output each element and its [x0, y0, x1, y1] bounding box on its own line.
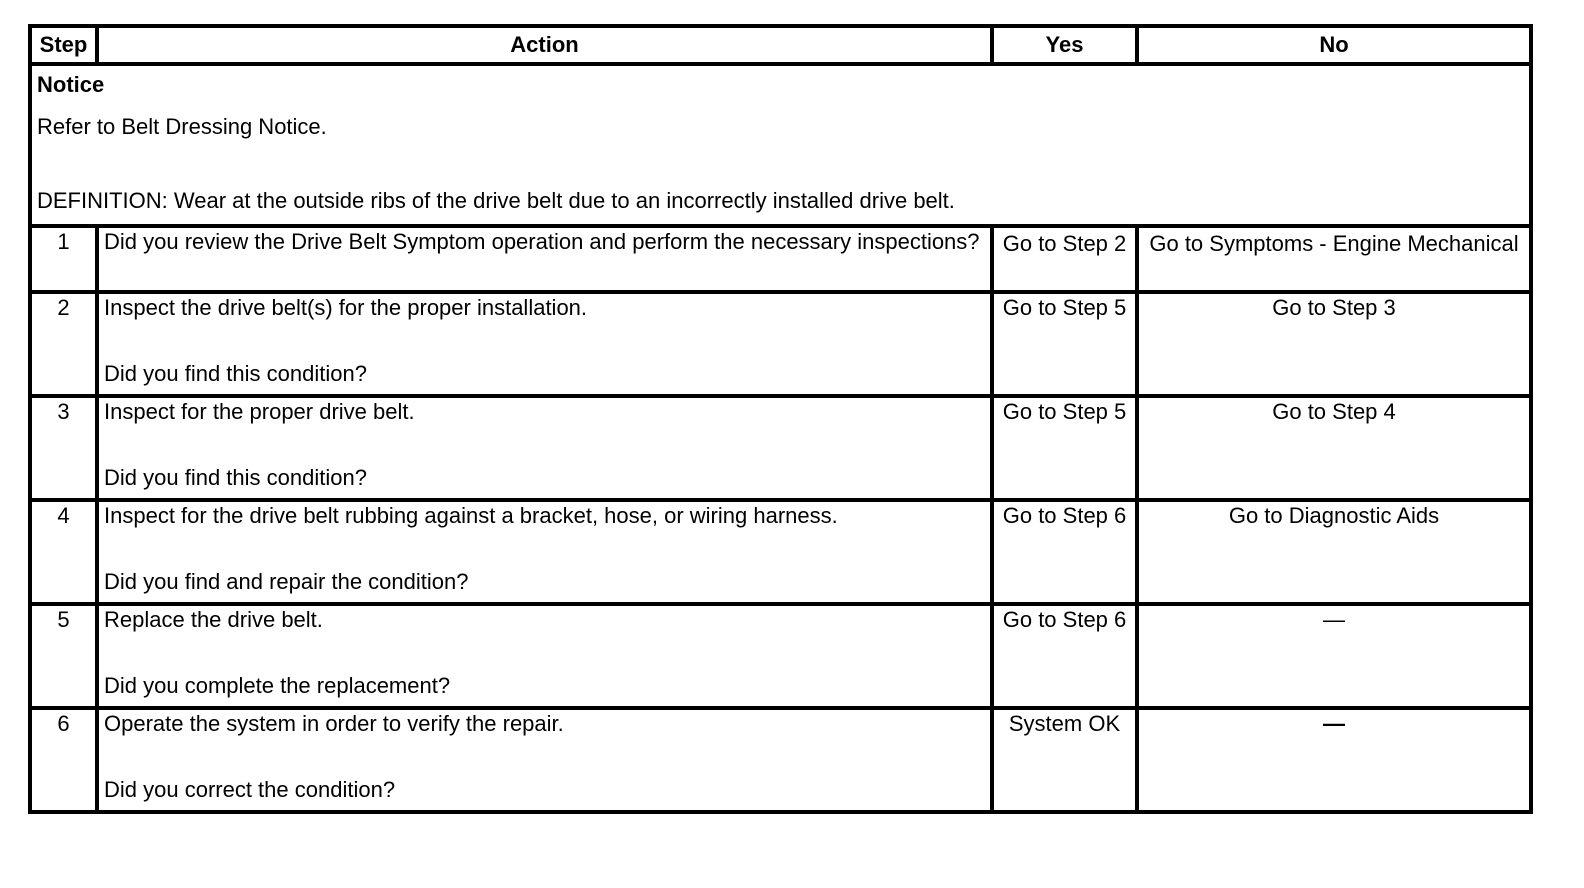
notice-row [30, 64, 1531, 226]
step-action [97, 604, 992, 708]
step-action [97, 292, 992, 396]
action-text: Did you review the Drive Belt Symptom operation and perform the necessary inspections? [104, 229, 980, 254]
step-action [97, 708, 992, 812]
action-text: Inspect for the drive belt rubbing against a bracket, hose, or wiring harness. [104, 503, 838, 528]
yes-cell: Go to Step 2 [992, 226, 1137, 292]
action-question: Did you find this condition? [104, 465, 367, 490]
table-row [30, 396, 1531, 500]
table-row [30, 226, 1531, 292]
no-cell: Go to Diagnostic Aids [1137, 500, 1531, 604]
diagnostic-table [28, 24, 1533, 814]
notice-definition: DEFINITION: Wear at the outside ribs of the drive belt due to an incorrectly installed drive belt. [37, 188, 955, 213]
action-text: Inspect the drive belt(s) for the proper installation. [104, 295, 588, 320]
notice-cell [30, 64, 1531, 226]
table-row [30, 500, 1531, 604]
step-number: 6 [30, 708, 97, 812]
no-cell: Go to Step 4 [1137, 396, 1531, 500]
step-number: 3 [30, 396, 97, 500]
step-number: 4 [30, 500, 97, 604]
yes-cell: System OK [992, 708, 1137, 812]
action-text: Operate the system in order to verify the repair. [104, 711, 564, 736]
action-text: Inspect for the proper drive belt. [104, 399, 415, 424]
yes-cell: Go to Step 6 [992, 604, 1137, 708]
yes-cell: Go to Step 5 [992, 292, 1137, 396]
no-cell: — [1137, 708, 1531, 812]
step-action [97, 226, 992, 292]
action-question: Did you find and repair the condition? [104, 569, 469, 594]
step-action [97, 500, 992, 604]
header-step: Step [30, 26, 97, 64]
action-question: Did you find this condition? [104, 361, 367, 386]
yes-cell: Go to Step 5 [992, 396, 1137, 500]
action-question: Did you complete the replacement? [104, 673, 451, 698]
no-cell: Go to Symptoms - Engine Mechanical [1137, 226, 1531, 292]
header-row [30, 26, 1531, 64]
notice-text: Refer to Belt Dressing Notice. [37, 114, 327, 139]
header-yes: Yes [992, 26, 1137, 64]
no-cell: Go to Step 3 [1137, 292, 1531, 396]
step-action [97, 396, 992, 500]
yes-cell: Go to Step 6 [992, 500, 1137, 604]
header-action: Action [97, 26, 992, 64]
action-question: Did you correct the condition? [104, 777, 396, 802]
header-no: No [1137, 26, 1531, 64]
step-number: 5 [30, 604, 97, 708]
step-number: 2 [30, 292, 97, 396]
no-cell: — [1137, 604, 1531, 708]
table-row [30, 708, 1531, 812]
action-text: Replace the drive belt. [104, 607, 323, 632]
table-row [30, 604, 1531, 708]
step-number: 1 [30, 226, 97, 292]
table-row [30, 292, 1531, 396]
notice-title: Notice [37, 72, 105, 97]
